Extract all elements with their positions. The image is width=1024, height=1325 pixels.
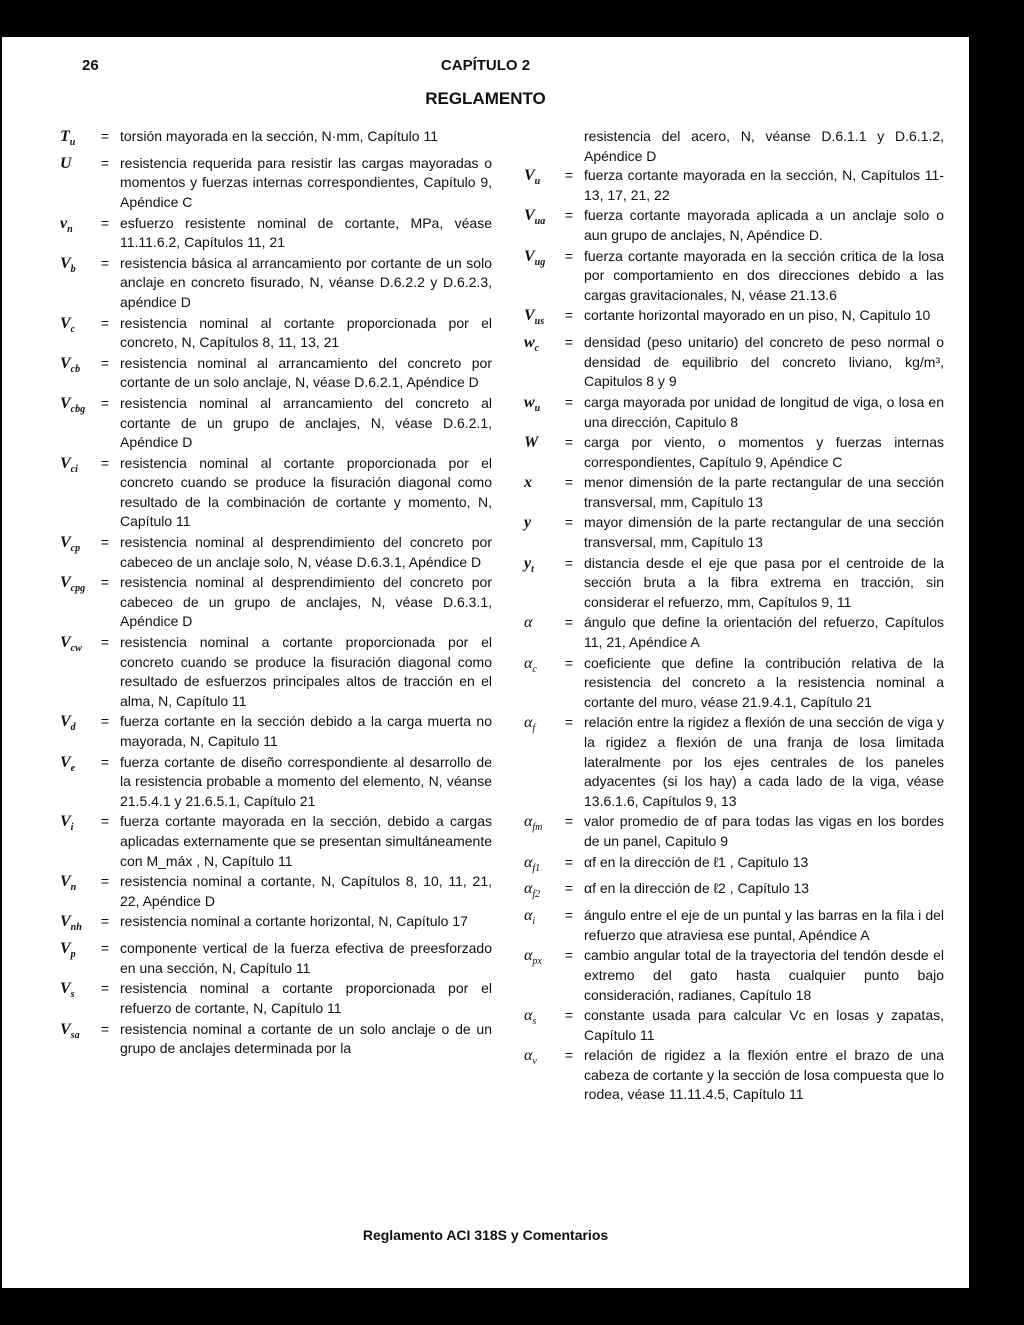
- notation-symbol: [524, 812, 554, 851]
- notation-symbol: [524, 473, 554, 512]
- symbol-base: v: [60, 214, 68, 232]
- symbol-subscript: fm: [532, 822, 543, 834]
- notation-entry: [524, 247, 944, 306]
- notation-definition: resistencia nominal al cortante proporcionada por el concreto cuando se produce la fisuración diagonal como resultado de la combinación de cortante y momento, N, Capítulo 11: [120, 454, 492, 530]
- equals-sign: =: [564, 907, 574, 924]
- symbol-subscript: cpg: [70, 583, 86, 595]
- symbol-base: α: [524, 813, 533, 831]
- notation-definition: resistencia nominal a cortante proporcionada por el refuerzo de cortante, N, Capítulo 11: [120, 980, 492, 1016]
- symbol-base: V: [60, 454, 71, 472]
- notation-symbol: [60, 812, 90, 871]
- symbol-base: V: [60, 574, 71, 592]
- notation-definition: resistencia nominal a cortante horizontal, N, Capítulo 17: [120, 913, 468, 930]
- notation-entry: [60, 127, 492, 153]
- notation-symbol: [524, 333, 554, 392]
- notation-definition: fuerza cortante mayorada aplicada a un anclaje solo o aun grupo de anclajes, N, Apéndice D.: [584, 207, 944, 243]
- equals-sign: =: [564, 880, 574, 897]
- notation-entry: [60, 712, 492, 751]
- equals-sign: =: [100, 394, 110, 411]
- notation-definition: menor dimensión de la parte rectangular de una sección transversal, mm, Capítulo 13: [584, 474, 944, 510]
- equals-sign: =: [100, 713, 110, 730]
- notation-definition: resistencia requerida para resistir las cargas mayoradas o momentos y fuerzas internas correspondientes, Capítulo 9, Apéndice C: [120, 154, 492, 210]
- notation-definition: cambio angular total de la trayectoria del tendón desde el extremo del gato hasta cualquier punto bajo consideración, radianes, Capítulo 18: [584, 947, 944, 1003]
- equals-sign: =: [100, 154, 110, 171]
- symbol-subscript: cp: [70, 543, 81, 555]
- symbol-subscript: u: [534, 403, 541, 415]
- symbol-base: w: [524, 393, 535, 411]
- symbol-base: V: [60, 913, 71, 931]
- notation-entry: [60, 254, 492, 313]
- notation-definition: resistencia nominal al arrancamiento del concreto al cortante de un grupo de anclajes, N, véase D.6.2.1, Apéndice D: [120, 394, 492, 451]
- equals-sign: =: [564, 813, 574, 830]
- equals-sign: =: [564, 554, 574, 571]
- notation-definition: carga mayorada por unidad de longitud de viga, o losa en una dirección, Capitulo 8: [584, 393, 944, 430]
- notation-entry: [60, 1020, 492, 1059]
- notation-symbol: [524, 393, 554, 432]
- notation-definition: esfuerzo resistente nominal de cortante, MPa, véase 11.11.6.2, Capítulos 11, 21: [120, 214, 492, 251]
- notation-entry: [524, 613, 944, 652]
- notation-symbol: [60, 979, 90, 1018]
- notation-definition: ángulo entre el eje de un puntal y las barras en la fila i del refuerzo que atraviesa ese puntal, Apéndice A: [584, 907, 944, 943]
- notation-entry: [60, 533, 492, 572]
- notation-symbol: [60, 354, 90, 393]
- notation-symbol: [60, 127, 90, 153]
- notation-entry: [60, 872, 492, 911]
- symbol-base: α: [524, 907, 533, 925]
- symbol-subscript: f: [532, 723, 536, 735]
- notation-definition: relación de rigidez a la flexión entre el brazo de una cabeza de cortante y la sección de losa compuesta que lo rodea, véase 11.11.4.5, Capítulo 11: [584, 1047, 944, 1103]
- symbol-subscript: s: [532, 1016, 537, 1028]
- notation-definition: cortante horizontal mayorado en un piso, N, Capitulo 10: [584, 307, 931, 324]
- notation-symbol: [524, 1046, 554, 1105]
- notation-definition: relación entre la rigidez a flexión de una sección de viga y la rigidez a flexión de una franja de losa limitada lateralmente por los ejes centrales de los paneles adyacentes (si los hay) a cada lado de la viga, véase 13.6.1.6, Capítulos 9, 13: [584, 714, 944, 809]
- notation-symbol: [524, 433, 554, 472]
- notation-symbol: [60, 573, 90, 632]
- notation-definition: fuerza cortante mayorada en la sección, N, Capítulos 11-13, 17, 21, 22: [584, 167, 944, 203]
- notation-definition: resistencia nominal a cortante proporcionada por el concreto cuando se produce la fisuración diagonal como resultado de esfuerzos principales altos de tracción en el alma, N, Capítulo 11: [120, 634, 492, 709]
- notation-entry: [524, 166, 944, 205]
- notation-entry: [524, 1046, 944, 1105]
- symbol-base: w: [524, 334, 535, 352]
- symbol-base: V: [60, 940, 71, 958]
- notation-entry: [524, 879, 944, 905]
- symbol-base: V: [60, 394, 71, 412]
- notation-definition: αf en la dirección de ℓ1 , Capitulo 13: [584, 853, 809, 870]
- equals-sign: =: [100, 813, 110, 830]
- notation-symbol: [60, 912, 90, 938]
- symbol-subscript: c: [70, 323, 76, 335]
- symbol-subscript: nh: [70, 922, 82, 934]
- symbol-base: V: [524, 207, 535, 225]
- equals-sign: =: [564, 614, 574, 631]
- symbol-base: V: [60, 873, 71, 891]
- notation-symbol: [60, 454, 90, 532]
- symbol-subscript: d: [70, 722, 76, 734]
- notation-symbol: [60, 314, 90, 353]
- symbol-base: α: [524, 880, 533, 898]
- page-number: 26: [82, 57, 99, 74]
- notation-definition: distancia desde el eje que pasa por el centroide de la sección bruta a la fibra extrema en tracción, sin considerar el refuerzo, mm, Capítulos 9, 11: [584, 554, 944, 610]
- notation-symbol: [60, 872, 90, 911]
- symbol-subscript: f2: [532, 889, 541, 901]
- notation-entry: [524, 554, 944, 613]
- equals-sign: =: [100, 454, 110, 471]
- notation-entry: [524, 513, 944, 552]
- notation-symbol: [60, 633, 90, 711]
- symbol-subscript: cbg: [70, 404, 86, 416]
- notation-symbol: [60, 1020, 90, 1059]
- symbol-subscript: c: [534, 343, 540, 355]
- equals-sign: =: [564, 247, 574, 264]
- notation-symbol: [60, 214, 90, 253]
- equals-sign: =: [100, 128, 110, 144]
- symbol-base: T: [60, 128, 70, 145]
- notation-entry: [524, 333, 944, 392]
- equals-sign: =: [100, 254, 110, 271]
- symbol-base: V: [60, 534, 71, 552]
- notation-definition: resistencia nominal al desprendimiento del concreto por cabeceo de un anclaje solo, N, véase D.6.3.1, Apéndice D: [120, 534, 492, 570]
- symbol-subscript: f1: [532, 862, 541, 874]
- symbol-subscript: c: [532, 663, 537, 675]
- equals-sign: =: [100, 354, 110, 371]
- notation-entry: [60, 979, 492, 1018]
- notation-definition: αf en la dirección de ℓ2 , Capítulo 13: [584, 880, 810, 897]
- equals-sign: =: [564, 474, 574, 491]
- notation-entry: [60, 912, 492, 938]
- notation-definition: fuerza cortante de diseño correspondiente al desarrollo de la resistencia probable a momento del elemento, N, véanse 21.5.4.1 y 21.6.5.1, Capítulo 21: [120, 753, 492, 809]
- symbol-subscript: e: [70, 762, 76, 774]
- notation-definition: densidad (peso unitario) del concreto de peso normal o densidad de equilibrio del concreto liviano, kg/m³, Capitulos 8 y 9: [584, 334, 944, 390]
- equals-sign: =: [100, 753, 110, 770]
- notation-symbol: [524, 513, 554, 552]
- notation-entry: [60, 939, 492, 978]
- symbol-base: α: [524, 853, 533, 871]
- notation-entry: [524, 393, 944, 432]
- notation-symbol: [60, 753, 90, 812]
- symbol-base: V: [60, 634, 71, 652]
- notation-entry: [524, 473, 944, 512]
- symbol-base: U: [60, 154, 72, 172]
- notation-entry: [60, 633, 492, 711]
- symbol-base: V: [60, 354, 71, 372]
- symbol-subscript: ug: [534, 256, 546, 268]
- notation-definition: coeficiente que define la contribución relativa de la resistencia del concreto a la resistencia nominal a cortante del muro, véase 21.9.4.1, Capítulo 21: [584, 654, 944, 710]
- notation-definition: resistencia nominal al desprendimiento del concreto por cabeceo de un grupo de anclajes, N, véase D.6.3.1, Apéndice D: [120, 574, 492, 630]
- equals-sign: =: [100, 873, 110, 890]
- symbol-base: V: [60, 713, 71, 731]
- notation-symbol: [60, 939, 90, 978]
- equals-sign: =: [564, 1007, 574, 1024]
- equals-sign: =: [100, 534, 110, 551]
- symbol-subscript: u: [534, 176, 541, 188]
- notation-entry: [60, 214, 492, 253]
- equals-sign: =: [100, 214, 110, 231]
- equals-sign: =: [564, 947, 574, 964]
- notation-symbol: [60, 712, 90, 751]
- notation-definition: torsión mayorada en la sección, N·mm, Capítulo 11: [120, 128, 438, 144]
- notation-symbol: [60, 394, 90, 453]
- equals-sign: =: [564, 1047, 574, 1064]
- notation-column-right: [524, 127, 944, 1106]
- equals-sign: =: [100, 574, 110, 591]
- notation-symbol: [524, 946, 554, 1005]
- notation-symbol: [60, 154, 90, 213]
- notation-entry: [524, 946, 944, 1005]
- notation-definition: carga por viento, o momentos y fuerzas internas correspondientes, Capítulo 9, Apéndice C: [584, 434, 944, 470]
- notation-definition: fuerza cortante mayorada en la sección critica de la losa por comportamiento en dos direcciones debido a las cargas gravitacionales, N, véase 21.13.6: [584, 247, 944, 303]
- notation-definition: mayor dimensión de la parte rectangular de una sección transversal, mm, Capítulo 13: [584, 514, 944, 551]
- symbol-subscript: v: [532, 1056, 537, 1068]
- notation-entry: [524, 433, 944, 472]
- equals-sign: =: [564, 393, 574, 410]
- notation-definition: constante usada para calcular Vc en losas y zapatas, Capítulo 11: [584, 1007, 944, 1043]
- notation-column-left: [60, 127, 492, 1060]
- equals-sign: =: [564, 714, 574, 731]
- symbol-base: α: [524, 654, 533, 672]
- notation-symbol: [524, 1006, 554, 1045]
- document-page: [2, 37, 969, 1288]
- page-footer: Reglamento ACI 318S y Comentarios: [362, 1227, 609, 1243]
- symbol-subscript: ua: [534, 216, 546, 228]
- symbol-subscript: ci: [70, 463, 78, 475]
- symbol-base: V: [524, 167, 535, 185]
- equals-sign: =: [100, 1020, 110, 1037]
- equals-sign: =: [564, 514, 574, 531]
- notation-entry: [60, 314, 492, 353]
- equals-sign: =: [564, 434, 574, 451]
- notation-entry: [524, 906, 944, 945]
- symbol-base: V: [60, 314, 71, 332]
- notation-entry: [60, 394, 492, 453]
- symbol-base: V: [60, 753, 71, 771]
- notation-symbol: [524, 613, 554, 652]
- symbol-subscript: i: [70, 822, 74, 834]
- symbol-subscript: px: [532, 956, 542, 968]
- equals-sign: =: [564, 334, 574, 351]
- symbol-base: V: [60, 1020, 71, 1038]
- symbol-subscript: s: [70, 989, 75, 1001]
- symbol-subscript: p: [70, 949, 76, 961]
- notation-definition: resistencia básica al arrancamiento por cortante de un solo anclaje en concreto fisurado, N, véanse D.6.2.2 y D.6.2.3, apéndice D: [120, 254, 492, 310]
- notation-entry: [524, 853, 944, 879]
- notation-symbol: [524, 713, 554, 811]
- notation-symbol: [524, 166, 554, 205]
- notation-symbol: [524, 206, 554, 245]
- notation-definition: resistencia nominal al arrancamiento del concreto por cortante de un solo anclaje, N, véase D.6.2.1, Apéndice D: [120, 354, 492, 391]
- notation-entry: [60, 454, 492, 532]
- symbol-base: V: [524, 247, 535, 265]
- symbol-base: α: [524, 614, 533, 632]
- symbol-subscript: sa: [70, 1029, 80, 1041]
- equals-sign: =: [100, 913, 110, 930]
- equals-sign: =: [100, 940, 110, 957]
- equals-sign: =: [564, 307, 574, 324]
- notation-entry: [524, 654, 944, 713]
- symbol-subscript: b: [70, 263, 76, 275]
- notation-definition: resistencia nominal a cortante de un solo anclaje o de un grupo de anclajes determinada por la: [120, 1020, 492, 1057]
- symbol-base: V: [60, 254, 71, 272]
- notation-entry: [524, 812, 944, 851]
- equals-sign: =: [564, 167, 574, 184]
- notation-entry: [524, 713, 944, 811]
- notation-symbol: [60, 533, 90, 572]
- symbol-subscript: cw: [70, 643, 82, 655]
- equals-sign: =: [564, 207, 574, 224]
- symbol-base: y: [524, 554, 532, 572]
- notation-definition: valor promedio de αf para todas las vigas en los bordes de un panel, Capitulo 9: [584, 813, 944, 849]
- symbol-base: α: [524, 1007, 533, 1025]
- notation-entry: [60, 812, 492, 871]
- notation-entry: [524, 206, 944, 245]
- notation-entry: [60, 753, 492, 812]
- notation-entry: [524, 306, 944, 332]
- notation-entry: [60, 573, 492, 632]
- chapter-heading: CAPÍTULO 2: [440, 57, 531, 74]
- notation-symbol: [60, 254, 90, 313]
- symbol-subscript: cb: [70, 363, 81, 375]
- equals-sign: =: [100, 314, 110, 331]
- notation-symbol: [524, 247, 554, 306]
- symbol-subscript: us: [534, 316, 545, 328]
- notation-symbol: [524, 853, 554, 879]
- symbol-subscript: n: [67, 223, 73, 235]
- symbol-base: V: [524, 307, 535, 325]
- symbol-base: α: [524, 947, 533, 965]
- symbol-base: x: [524, 474, 532, 492]
- notation-entry: [524, 1006, 944, 1045]
- notation-definition: resistencia nominal a cortante, N, Capítulos 8, 10, 11, 21, 22, Apéndice D: [120, 873, 492, 909]
- equals-sign: =: [564, 853, 574, 870]
- notation-symbol: [524, 654, 554, 713]
- symbol-base: α: [524, 1047, 533, 1065]
- notation-definition: ángulo que define la orientación del refuerzo, Capítulos 11, 21, Apéndice A: [584, 614, 944, 651]
- section-heading: REGLAMENTO: [425, 89, 546, 108]
- notation-definition: fuerza cortante en la sección debido a la carga muerta no mayorada, N, Capitulo 11: [120, 713, 492, 749]
- symbol-base: W: [524, 434, 539, 452]
- symbol-base: V: [60, 813, 71, 831]
- symbol-base: α: [524, 714, 533, 732]
- equals-sign: =: [100, 980, 110, 997]
- symbol-base: V: [60, 980, 71, 998]
- symbol-subscript: t: [531, 563, 534, 575]
- notation-definition: resistencia nominal al cortante proporcionada por el concreto, N, Capítulos 8, 11, 13, 21: [120, 314, 492, 351]
- symbol-subscript: n: [70, 882, 77, 894]
- equals-sign: =: [100, 634, 110, 651]
- notation-definition: componente vertical de la fuerza efectiva de preesforzado en una sección, N, Capítulo 11: [120, 940, 492, 976]
- notation-symbol: [524, 554, 554, 613]
- notation-symbol: [524, 906, 554, 945]
- notation-entry: [60, 354, 492, 393]
- symbol-subscript: u: [69, 137, 76, 149]
- notation-definition: fuerza cortante mayorada en la sección, debido a cargas aplicadas externamente que se presentan simultáneamente con M_máx , N, Capítulo 11: [120, 813, 492, 869]
- symbol-subscript: i: [532, 916, 536, 928]
- notation-entry: [60, 154, 492, 213]
- continued-definition: resistencia del acero, N, véanse D.6.1.1 y D.6.1.2, Apéndice D: [584, 128, 944, 164]
- equals-sign: =: [564, 654, 574, 671]
- notation-symbol: [524, 879, 554, 905]
- symbol-base: y: [524, 514, 532, 532]
- notation-symbol: [524, 306, 554, 332]
